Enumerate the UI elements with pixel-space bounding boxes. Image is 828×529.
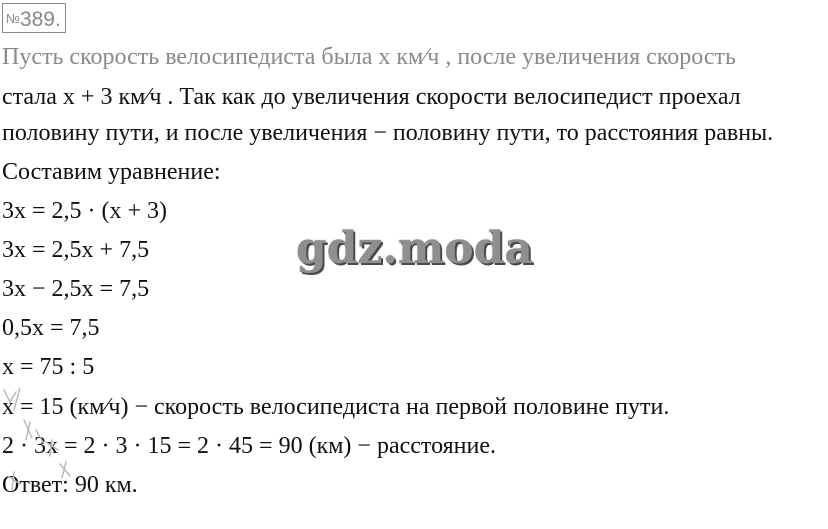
answer-line: Ответ: 90 км. bbox=[2, 472, 138, 498]
solution-line-2: стала x + 3 км⁄ч . Так как до увеличения скорости велосипедист проехал bbox=[2, 84, 741, 110]
equation-line-1: 3x = 2,5 · (x + 3) bbox=[2, 198, 168, 224]
equation-line-3: 3x − 2,5x = 7,5 bbox=[2, 276, 150, 302]
solution-line-3: половину пути, и после увеличения − половину пути, то расстояния равны. bbox=[2, 120, 774, 146]
solution-line-4: Составим уравнение: bbox=[2, 159, 221, 185]
equation-line-4: 0,5x = 7,5 bbox=[2, 315, 100, 341]
result-line-speed: x = 15 (км⁄ч) − скорость велосипедиста на первой половине пути. bbox=[2, 394, 670, 420]
equation-line-5: x = 75 : 5 bbox=[2, 354, 95, 380]
watermark-logo: gdz.moda bbox=[296, 223, 534, 274]
watermark-scribble-icon bbox=[0, 380, 120, 500]
equation-line-2: 3x = 2,5x + 7,5 bbox=[2, 237, 150, 263]
result-line-distance: 2 · 3x = 2 · 3 · 15 = 2 · 45 = 90 (км) − расстояние. bbox=[2, 433, 496, 459]
problem-number: 389. bbox=[19, 8, 61, 31]
solution-line-1: Пусть скорость велосипедиста была x км⁄ч , после увеличения скорость bbox=[2, 44, 736, 70]
problem-number-badge bbox=[2, 3, 66, 33]
number-sign: № bbox=[6, 11, 20, 26]
